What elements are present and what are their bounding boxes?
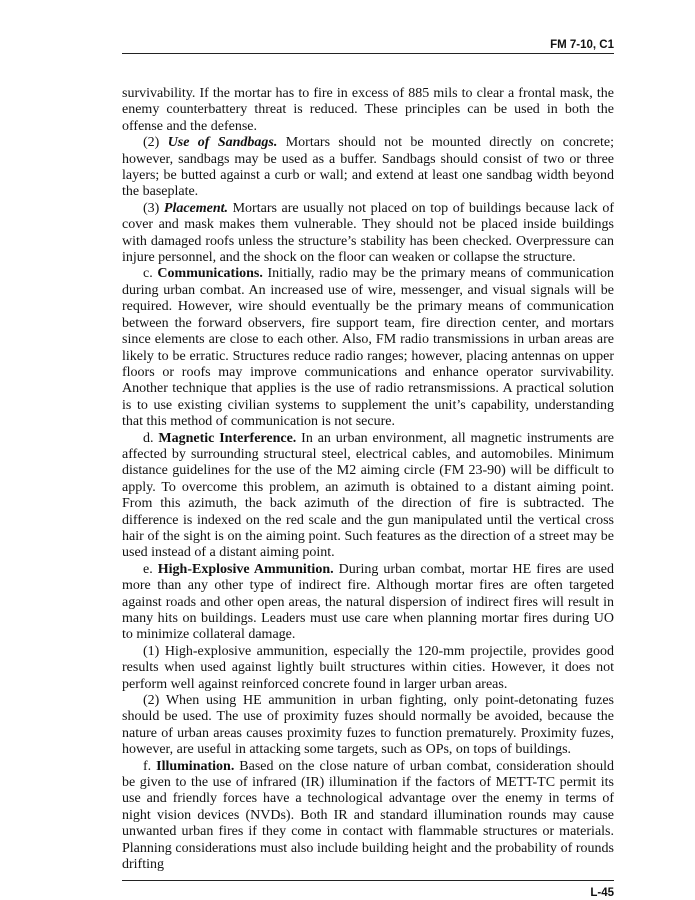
paragraph-heading: Communications. — [157, 266, 263, 282]
paragraph — [122, 431, 614, 562]
paragraph-text: Initially, radio may be the primary means of communication during urban combat. An increased use of wire, messenger, and visual signals will be required. However, wire should eventually be the primary means of communication between the forward observers, fire support team, fire direction center, and mortars since elements are close to each other. Also, FM radio transmissions in urban areas are likely to be erratic. Structures reduce radio ranges; however, placing antennas on upper floors or roofs may improve communications and enhance operator survivability. Another technique that applies is the use of radio retransmissions. A practical solution is to use existing civilian systems to supplement the unit’s capability, understanding that this method of communication is not secure. — [122, 266, 615, 430]
paragraph-text: Based on the close nature of urban combat, consideration should be given to the use of infrared (IR) illumination if the factors of METT-TC permit its use and friendly forces have a technological advantage over the enemy in terms of night vision devices (NVDs). Both IR and standard illumination rounds may cause unwanted urban fires if they come in contact with flammable structures or materials. Planning considerations must also include building height and the probability of rounds drifting — [122, 758, 614, 873]
paragraph — [122, 562, 614, 644]
paragraph-heading: High-Explosive Ammunition. — [157, 561, 334, 577]
paragraph-number: (3) — [143, 200, 164, 216]
paragraph-number: c. — [143, 266, 158, 282]
footer-rule — [122, 880, 614, 881]
paragraph-text: In an urban environment, all magnetic instruments are affected by surrounding structural steel, electrical cables, and automobiles. Minimum distance guidelines for the use of the M2 aiming circle (FM 23-90) will be difficult to apply. To overcome this problem, an azimuth is obtained to a distant aiming point. From this azimuth, the back azimuth of the direction of fire is subtracted. The difference is indexed on the red scale and the gun manipulated until the vertical cross hair of the sight is on the aiming point. Such features as the direction of a street may be used instead of a distant aiming point. — [122, 430, 614, 561]
paragraph — [122, 86, 614, 135]
paragraph-text: During urban combat, mortar HE fires are used more than any other type of indirect fire. Although mortar fires are often targeted against roads and other open areas, the natural dispersion of indirect fires will result in many hits on buildings. Leaders must use care when planning mortar fires during UO to minimize collateral damage. — [122, 561, 614, 643]
paragraph — [122, 644, 614, 693]
paragraph — [122, 759, 614, 874]
paragraph-text: High-explosive ammunition, especially the 120-mm projectile, provides good results when used against lightly built structures within cities. However, it does not perform well against reinforced concrete found in larger urban areas. — [122, 643, 614, 692]
paragraph — [122, 693, 614, 759]
paragraph — [122, 135, 614, 201]
header-rule — [122, 53, 614, 54]
paragraph — [122, 266, 614, 430]
paragraph-number: f. — [143, 758, 157, 774]
body-text — [122, 86, 614, 874]
paragraph-number: (2) — [143, 135, 168, 151]
paragraph-number: d. — [143, 430, 159, 446]
paragraph-heading: Use of Sandbags. — [167, 135, 278, 151]
running-header: FM 7-10, C1 — [550, 39, 614, 51]
paragraph-number: e. — [143, 561, 158, 577]
paragraph-heading: Placement. — [163, 200, 229, 216]
paragraph — [122, 201, 614, 267]
paragraph-text: When using HE ammunition in urban fighting, only point-detonating fuzes should be used. The use of proximity fuzes should normally be avoided, because the nature of urban areas causes proximity fuzes to function prematurely. Proximity fuzes, however, are useful in attacking some targets, such as OPs, on tops of buildings. — [122, 693, 615, 758]
paragraph-text: Mortars should not be mounted directly on concrete; however, sandbags may be used as a buffer. Sandbags should consist of two or three layers; be butted against a curb or wall; and extend at least one sandbag width beyond the baseplate. — [122, 135, 614, 200]
page-number: L-45 — [590, 886, 614, 899]
paragraph-heading: Magnetic Interference. — [158, 430, 297, 446]
paragraph-number: (1) — [143, 643, 165, 659]
paragraph-text: Mortars are usually not placed on top of buildings because lack of cover and mask makes them vulnerable. They should not be placed inside buildings with damaged roofs unless the structure’s stability has been checked. Overpressure can injure personnel, and the shock on the floor can weaken or collapse the structure. — [122, 200, 614, 266]
paragraph-number: (2) — [143, 693, 166, 709]
paragraph-text: survivability. If the mortar has to fire in excess of 885 mils to clear a frontal mask, the enemy counterbattery threat is reduced. These principles can be used in both the offense and the defense. — [122, 86, 614, 134]
paragraph-heading: Illumination. — [156, 758, 235, 774]
page — [122, 38, 614, 900]
